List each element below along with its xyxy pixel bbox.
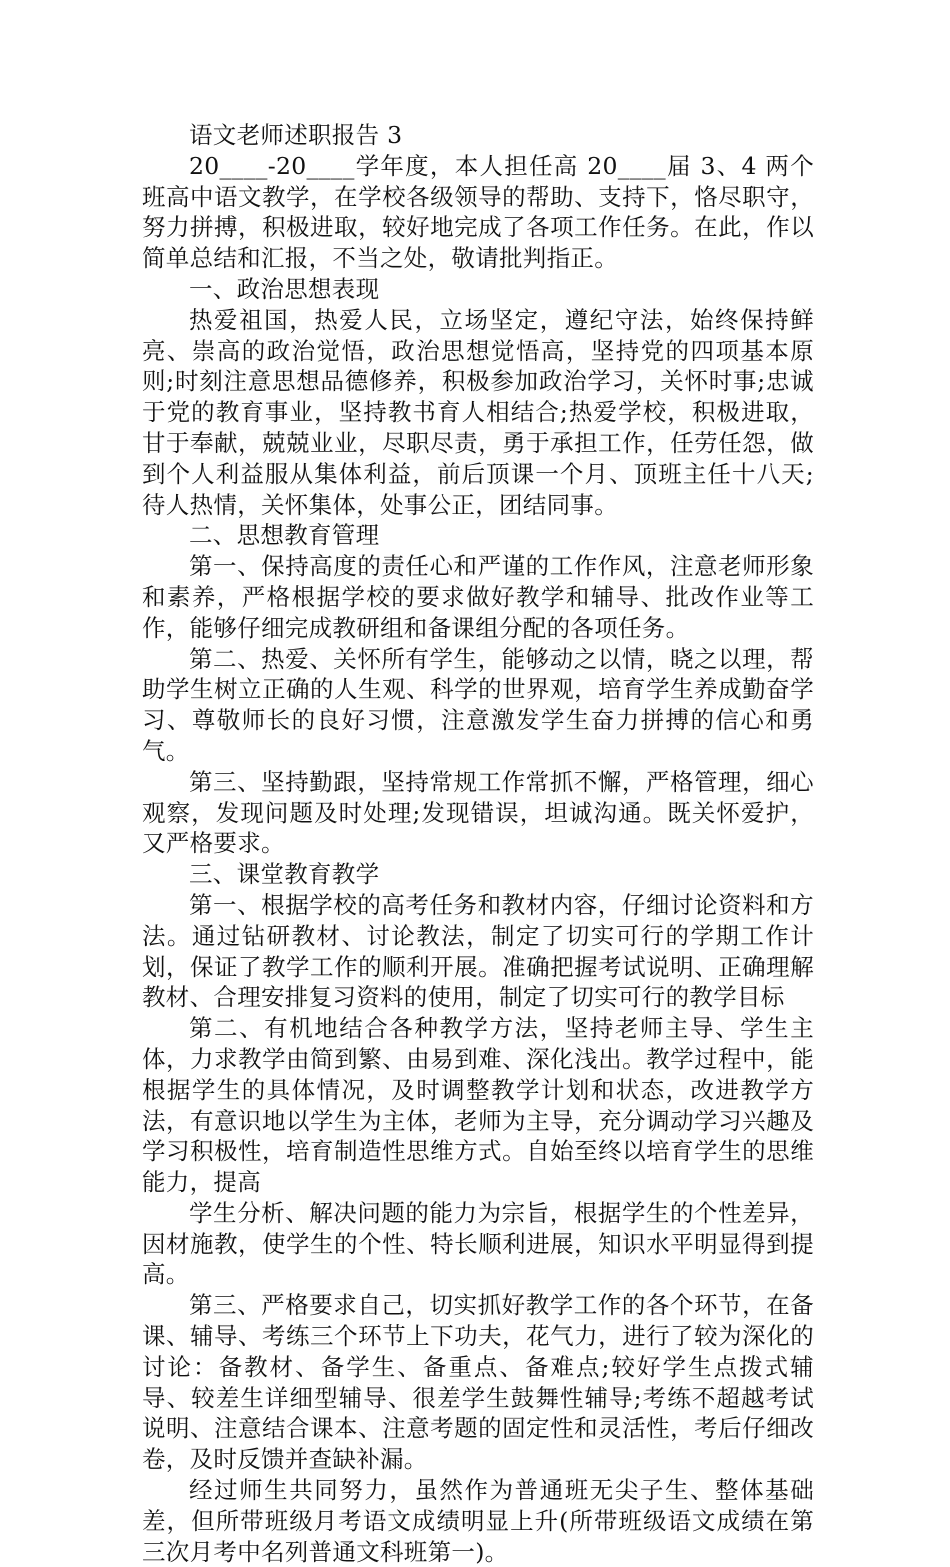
section-heading-political: 一、政治思想表现 <box>189 274 380 303</box>
paragraph-ideology-1: 第一、保持高度的责任心和严谨的工作作风，注意老师形象和素养，严格根据学校的要求做好教学和辅导、批改作业等工作，能够仔细完成教研组和备课组分配的各项任务。 <box>142 552 814 642</box>
paragraph-conclusion: 经过师生共同努力，虽然作为普通班无尖子生、整体基础差，但所带班级月考语文成绩明显上升(所带班级语文成绩在第三次月考中名列普通文科班第一)。 <box>142 1476 814 1566</box>
section-heading-teaching: 三、课堂教育教学 <box>189 860 380 889</box>
paragraph-teaching-3: 第三、严格要求自己，切实抓好教学工作的各个环节，在备课、辅导、考练三个环节上下功夫，花气力，进行了较为深化的讨论：备教材、备学生、备重点、备难点;较好学生点拨式辅导、较差生详细型辅导、很差学生鼓舞性辅导;考练不超越考试说明、注意结合课本、注意考题的固定性和灵活性，考后仔细改卷，及时反馈并查缺补漏。 <box>142 1291 814 1474</box>
intro-paragraph: 20____-20____学年度，本人担任高 20____届 3、4 两个班高中语文教学，在学校各级领导的帮助、支持下，恪尽职守，努力拼搏，积极进取，较好地完成了各项工作任务。在此，作以简单总结和汇报，不当之处，敬请批判指正。 <box>142 151 814 273</box>
paragraph-ideology-3: 第三、坚持勤跟，坚持常规工作常抓不懈，严格管理，细心观察，发现问题及时处理;发现错误，坦诚沟通。既关怀爱护，又严格要求。 <box>142 767 814 858</box>
document-body <box>142 120 814 1567</box>
paragraph-ideology-2: 第二、热爱、关怀所有学生，能够动之以情，晓之以理，帮助学生树立正确的人生观、科学的世界观，培育学生养成勤奋学习、尊敬师长的良好习惯，注意激发学生奋力拼搏的信心和勇气。 <box>142 644 814 765</box>
document-title: 语文老师述职报告 3 <box>189 121 403 149</box>
paragraph-teaching-2: 第二、有机地结合各种教学方法，坚持老师主导、学生主体，力求教学由简到繁、由易到难、深化浅出。教学过程中，能根据学生的具体情况，及时调整教学计划和状态，改进教学方法，有意识地以学生为主体，老师为主导，充分调动学习兴趣及学习积极性，培育制造性思维方式。自始至终以培育学生的思维能力，提高 <box>142 1014 814 1197</box>
paragraph-teaching-2-cont: 学生分析、解决问题的能力为宗旨，根据学生的个性差异，因材施教，使学生的个性、特长顺利进展，知识水平明显得到提高。 <box>142 1198 814 1289</box>
paragraph-teaching-1: 第一、根据学校的高考任务和教材内容，仔细讨论资料和方法。通过钻研教材、讨论教法，制定了切实可行的学期工作计划，保证了教学工作的顺利开展。准确把握考试说明、正确理解教材、合理安排复习资料的使用，制定了切实可行的教学目标 <box>142 890 814 1012</box>
section-heading-ideology: 二、思想教育管理 <box>189 521 380 550</box>
paragraph-political: 热爱祖国，热爱人民，立场坚定，遵纪守法，始终保持鲜亮、崇高的政治觉悟，政治思想觉悟高，坚持党的四项基本原则;时刻注意思想品德修养，积极参加政治学习，关怀时事;忠诚于党的教育事业，坚持教书育人相结合;热爱学校，积极进取，甘于奉献，兢兢业业，尽职尽责，勇于承担工作，任劳任怨，做到个人利益服从集体利益，前后顶课一个月、顶班主任十八天;待人热情，关怀集体，处事公正，团结同事。 <box>142 305 814 519</box>
